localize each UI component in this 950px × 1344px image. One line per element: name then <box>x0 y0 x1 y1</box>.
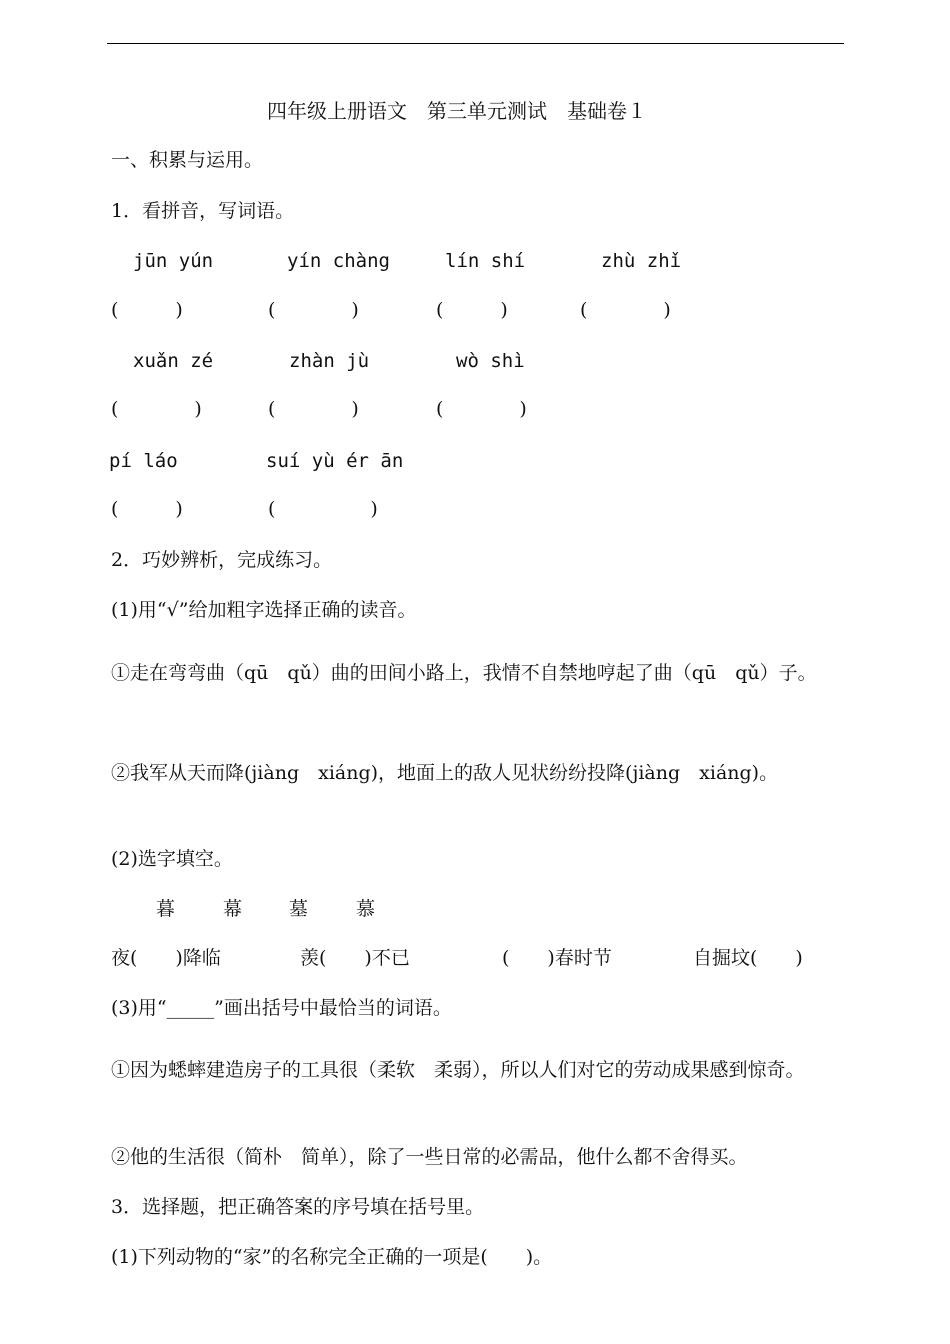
header-rule <box>107 43 844 44</box>
question-2: 2．巧妙辨析，完成练习。 <box>111 549 333 571</box>
question-2-1-b: ②我军从天而降(jiàng xiáng)，地面上的敌人见状纷纷投降(jiàng xiáng)。 <box>111 762 779 784</box>
choice-char: 暮 <box>156 898 176 920</box>
answer-blank[interactable]: ( ) <box>111 498 183 520</box>
fill-item[interactable]: 夜( )降临 <box>111 947 221 969</box>
question-2-3-a: ①因为蟋蟀建造房子的工具很（柔软 柔弱），所以人们对它的劳动成果感到惊奇。 <box>111 1059 805 1081</box>
pinyin-zhuzhi: zhù zhǐ <box>601 250 682 272</box>
fill-item[interactable]: 羡( )不已 <box>300 947 410 969</box>
choice-char: 慕 <box>356 898 376 920</box>
page-title: 四年级上册语文 第三单元测试 基础卷１ <box>267 99 647 123</box>
answer-blank[interactable]: ( ) <box>111 398 202 420</box>
pinyin-yinchang: yín chàng <box>287 250 390 272</box>
question-2-1: (1)用“√”给加粗字选择正确的读音。 <box>111 599 417 621</box>
answer-blank[interactable]: ( ) <box>436 398 527 420</box>
pinyin-junyun: jūn yún <box>133 250 214 272</box>
question-2-2: (2)选字填空。 <box>111 848 233 870</box>
pinyin-xuanze: xuǎn zé <box>133 350 214 372</box>
section-heading-1: 一、积累与运用。 <box>111 149 264 171</box>
question-3-1: (1)下列动物的“家”的名称完全正确的一项是( )。 <box>111 1246 553 1268</box>
question-2-3: (3)用“_____”画出括号中最恰当的词语。 <box>111 997 452 1019</box>
answer-blank[interactable]: ( ) <box>268 398 359 420</box>
choice-char: 墓 <box>289 898 309 920</box>
question-3: 3．选择题，把正确答案的序号填在括号里。 <box>111 1196 485 1218</box>
question-1: 1．看拼音，写词语。 <box>111 200 295 222</box>
pinyin-linshi: lín shí <box>445 250 526 272</box>
answer-blank[interactable]: ( ) <box>268 498 378 520</box>
pinyin-pilao: pí láo <box>109 450 178 472</box>
pinyin-woshi: wò shì <box>456 350 525 372</box>
question-2-3-b: ②他的生活很（简朴 简单），除了一些日常的必需品，他什么都不舍得买。 <box>111 1146 748 1168</box>
answer-blank[interactable]: ( ) <box>268 299 359 321</box>
pinyin-suiyueran: suí yù ér ān <box>266 450 404 472</box>
answer-blank[interactable]: ( ) <box>436 299 508 321</box>
fill-item[interactable]: 自掘坟( ) <box>693 947 803 969</box>
answer-blank[interactable]: ( ) <box>111 299 183 321</box>
question-2-1-a: ①走在弯弯曲（qū qǔ）曲的田间小路上，我情不自禁地哼起了曲（qū qǔ）子。 <box>111 662 817 684</box>
choice-char: 幕 <box>223 898 243 920</box>
answer-blank[interactable]: ( ) <box>580 299 671 321</box>
fill-item[interactable]: ( )春时节 <box>502 947 612 969</box>
pinyin-zhanju: zhàn jù <box>289 350 370 372</box>
